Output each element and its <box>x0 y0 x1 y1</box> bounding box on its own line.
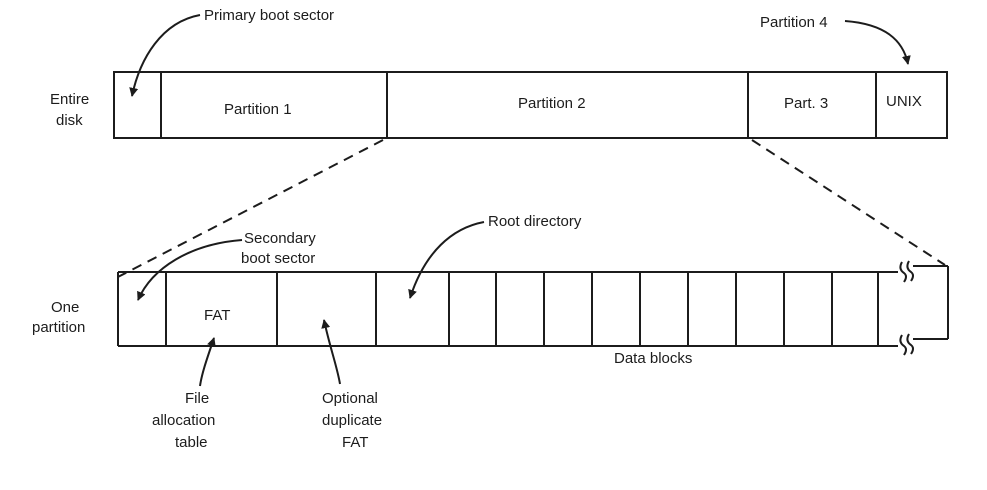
secondary-boot-sector-label-line2: boot sector <box>241 250 316 267</box>
optional-duplicate-fat-line2: duplicate <box>322 412 383 429</box>
partition-1-label: Partition 1 <box>224 101 292 118</box>
break-mark-top-1 <box>900 262 906 282</box>
unix-label: UNIX <box>886 93 922 110</box>
partition-4-arrow <box>845 21 908 64</box>
file-allocation-table-line2: allocation <box>152 412 216 429</box>
entire-disk-label-line1: Entire <box>50 91 90 108</box>
partition-4-label: Partition 4 <box>760 14 828 31</box>
file-allocation-table-line1: File <box>185 390 210 407</box>
optional-duplicate-fat-line3: FAT <box>342 434 369 451</box>
fat-label: FAT <box>204 307 231 324</box>
one-partition-group <box>32 213 948 451</box>
partition-3-label: Part. 3 <box>784 95 829 112</box>
entire-disk-group <box>50 7 947 138</box>
optional-duplicate-fat-arrow <box>324 320 340 384</box>
break-mark-bottom-1 <box>900 335 906 355</box>
optional-duplicate-fat-line1: Optional <box>322 390 378 407</box>
file-allocation-table-line3: table <box>175 434 208 451</box>
partition-2-label: Partition 2 <box>518 95 586 112</box>
entire-disk-label-line2: disk <box>56 112 83 129</box>
one-partition-label-line2: partition <box>32 319 86 336</box>
root-directory-arrow <box>410 222 484 298</box>
secondary-boot-sector-arrow <box>138 240 242 300</box>
expansion-line-right <box>752 140 945 265</box>
one-partition-label-line1: One <box>51 299 80 316</box>
data-blocks-label: Data blocks <box>614 350 693 367</box>
primary-boot-sector-label: Primary boot sector <box>204 7 335 24</box>
break-mark-top-2 <box>907 261 913 281</box>
break-mark-bottom-2 <box>907 334 913 354</box>
root-directory-label: Root directory <box>488 213 582 230</box>
secondary-boot-sector-label-line1: Secondary <box>244 230 316 247</box>
